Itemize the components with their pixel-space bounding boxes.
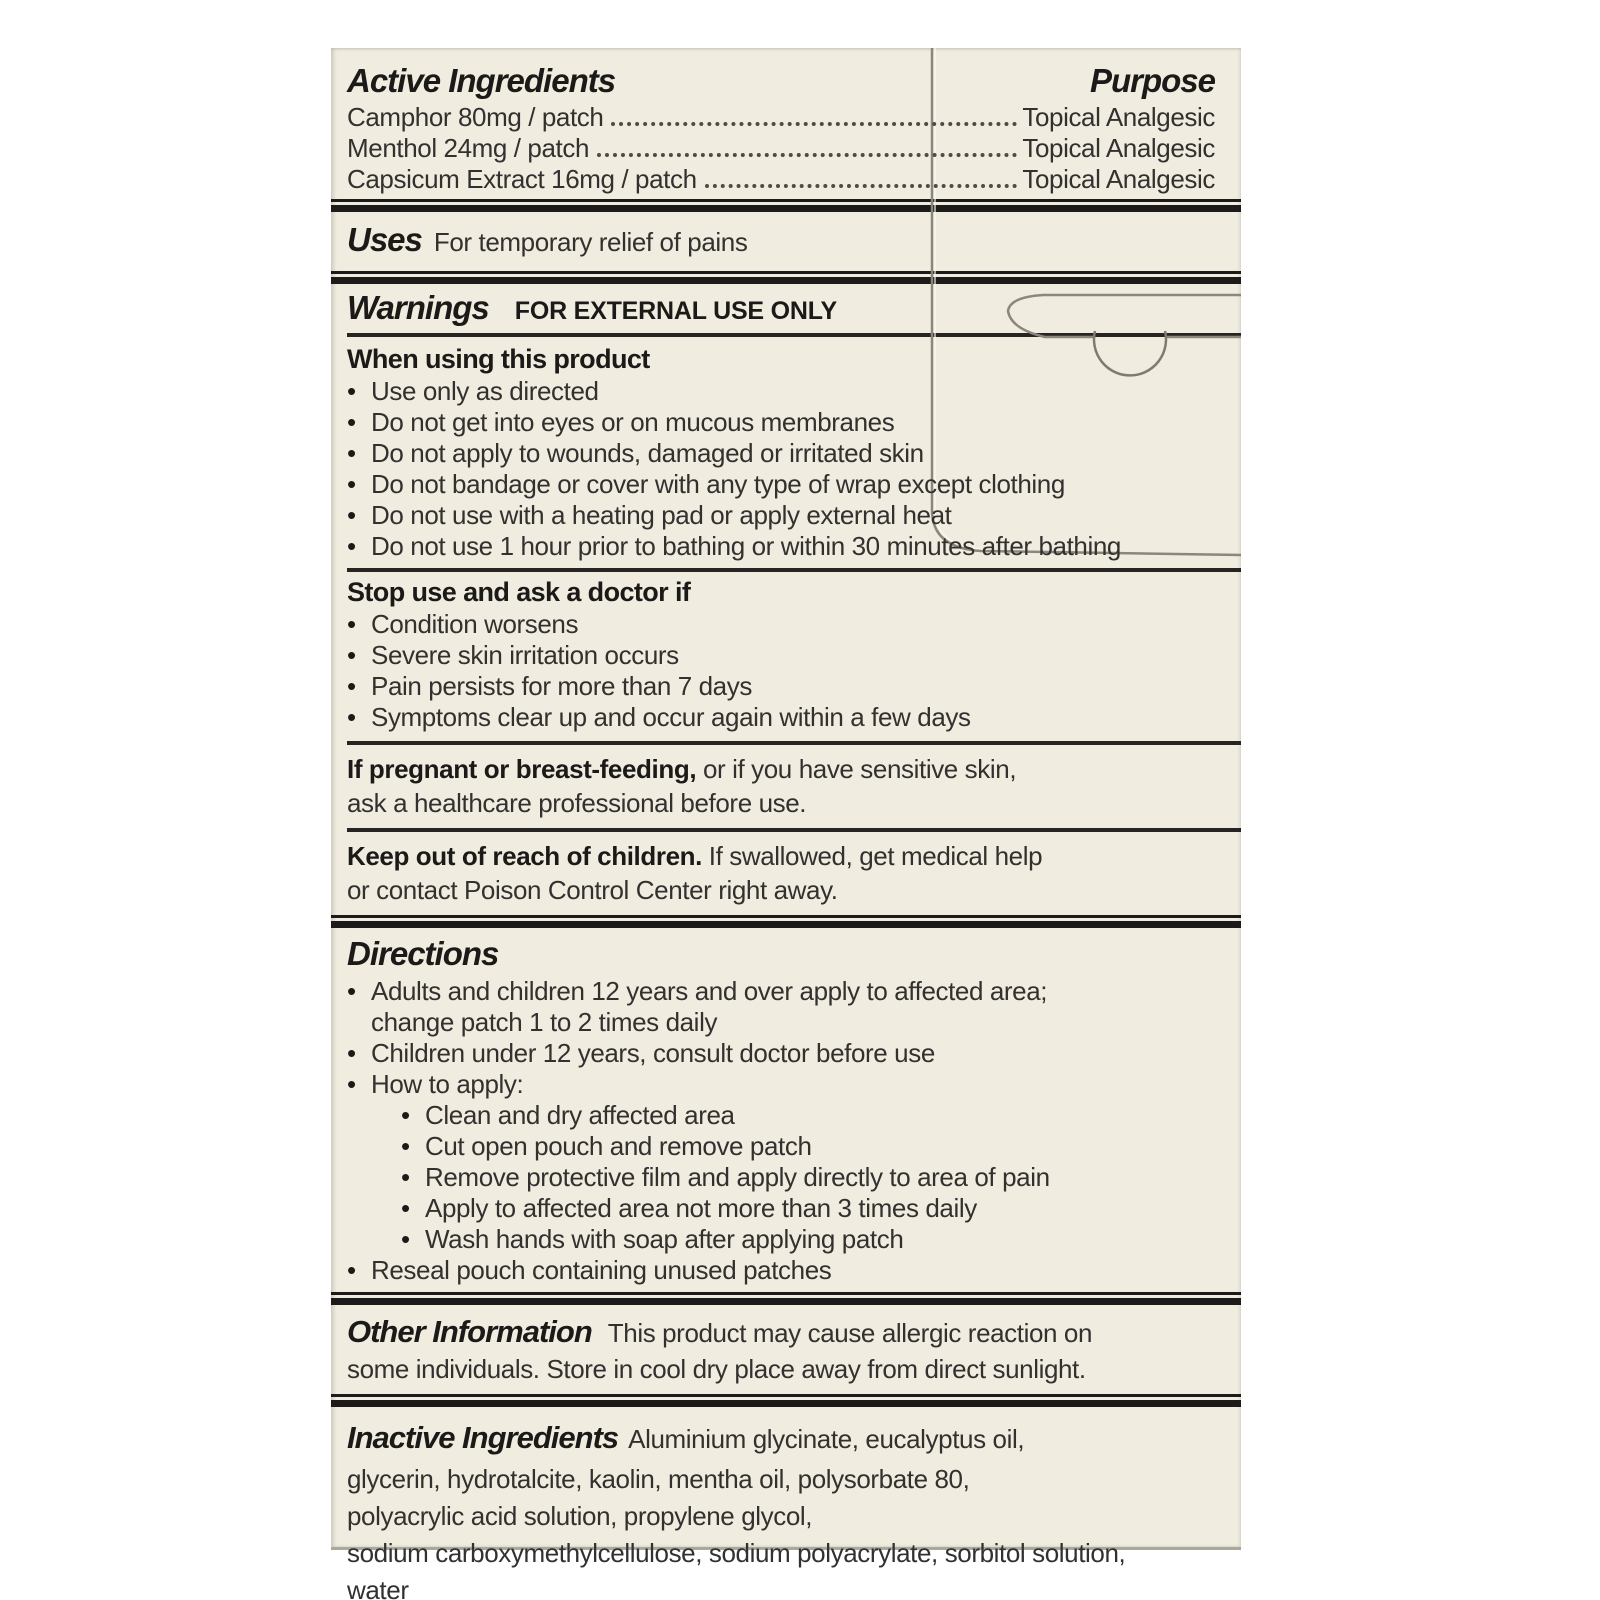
ingredient-purpose: Topical Analgesic <box>1022 164 1215 194</box>
warning-bullet: • Do not use 1 hour prior to bathing or within 30 minutes after bathing <box>347 531 1215 562</box>
section-divider-bar <box>331 1292 1241 1305</box>
dotted-leader <box>597 153 1017 157</box>
inactive-ingredients-line: water <box>347 1575 409 1600</box>
ingredient-name: Menthol 24mg / patch <box>347 133 590 163</box>
thin-divider <box>347 333 1241 337</box>
bullet-marker <box>347 469 371 500</box>
warning-bullet: • Do not get into eyes or on mucous membranes <box>347 407 1215 438</box>
bullet-marker <box>347 1255 371 1286</box>
inactive-ingredients-heading: Inactive Ingredients <box>347 1420 619 1455</box>
active-ingredients-header <box>347 60 1215 102</box>
bullet-marker <box>401 1224 425 1255</box>
bullet-marker <box>347 407 371 438</box>
bullet-marker <box>401 1131 425 1162</box>
direction-sub-bullet: • Wash hands with soap after applying patch <box>347 1224 1215 1255</box>
when-using-heading: When using this product <box>347 344 650 374</box>
bullet-marker <box>347 702 371 733</box>
keep-out-line-1: Keep out of reach of children. If swallowed, get medical help <box>347 841 1043 871</box>
direction-bullet: • Adults and children 12 years and over apply to affected area; change patch 1 to 2 times daily <box>347 976 1215 1038</box>
inactive-ingredients-line: polyacrylic acid solution, propylene glycol, <box>347 1501 813 1531</box>
inactive-ingredients-line: sodium carboxymethylcellulose, sodium polyacrylate, sorbitol solution, <box>347 1538 1126 1568</box>
stop-use-heading: Stop use and ask a doctor if <box>347 577 691 607</box>
pregnant-line-2: ask a healthcare professional before use. <box>347 788 807 818</box>
ingredient-row <box>347 133 1215 164</box>
bullet-marker <box>347 640 371 671</box>
ingredient-row <box>347 164 1215 195</box>
ingredient-purpose: Topical Analgesic <box>1022 102 1215 132</box>
inactive-ingredients-line-1: Inactive Ingredients Aluminium glycinate, eucalyptus oil, <box>347 1420 1025 1455</box>
direction-sub-bullet: • Clean and dry affected area <box>347 1100 1215 1131</box>
drug-facts-panel <box>331 48 1241 1600</box>
active-ingredients-section <box>331 48 1241 195</box>
warning-bullet: • Symptoms clear up and occur again within a few days <box>347 702 1215 733</box>
bullet-marker <box>347 1038 371 1069</box>
bullet-marker <box>347 531 371 562</box>
section-divider-bar <box>331 271 1241 284</box>
ingredient-purpose: Topical Analgesic <box>1022 133 1215 163</box>
direction-sub-bullet: • Remove protective film and apply directly to area of pain <box>347 1162 1215 1193</box>
bullet-marker <box>401 1162 425 1193</box>
dotted-leader <box>705 184 1018 188</box>
bullet-marker <box>401 1193 425 1224</box>
keep-out-warning <box>331 839 1241 907</box>
warning-bullet: • Do not bandage or cover with any type of wrap except clothing <box>347 469 1215 500</box>
when-using-block <box>331 343 1241 562</box>
warning-bullet: • Use only as directed <box>347 376 1215 407</box>
bullet-marker <box>347 438 371 469</box>
other-information-line-1: Other Information This product may cause allergic reaction on <box>347 1314 1093 1349</box>
direction-bullet: • How to apply: <box>347 1069 1215 1100</box>
warnings-header <box>347 286 1215 333</box>
directions-heading: Directions <box>347 935 499 972</box>
inactive-ingredients-section <box>331 1416 1241 1600</box>
uses-section <box>331 212 1241 271</box>
bullet-marker <box>347 376 371 407</box>
warning-bullet: • Condition worsens <box>347 609 1215 640</box>
warnings-heading: Warnings <box>347 289 489 326</box>
warning-bullet: • Pain persists for more than 7 days <box>347 671 1215 702</box>
purpose-heading: Purpose <box>1089 62 1215 99</box>
direction-sub-bullet: • Apply to affected area not more than 3 times daily <box>347 1193 1215 1224</box>
warning-bullet: • Do not apply to wounds, damaged or irritated skin <box>347 438 1215 469</box>
ingredient-name: Camphor 80mg / patch <box>347 102 604 132</box>
other-information-line-2: some individuals. Store in cool dry place away from direct sunlight. <box>347 1354 1086 1384</box>
thin-divider <box>347 828 1241 832</box>
ingredient-row <box>347 102 1215 133</box>
bullet-marker <box>401 1100 425 1131</box>
bullet-marker <box>347 976 371 1038</box>
section-divider-bar <box>331 915 1241 928</box>
uses-text: For temporary relief of pains <box>433 227 748 257</box>
section-divider-bar <box>331 199 1241 212</box>
keep-out-line-2: or contact Poison Control Center right away. <box>347 875 838 905</box>
bullet-marker <box>347 671 371 702</box>
direction-sub-bullet: • Cut open pouch and remove patch <box>347 1131 1215 1162</box>
external-use-subheading: FOR EXTERNAL USE ONLY <box>514 297 837 325</box>
thin-divider <box>347 741 1241 745</box>
warning-bullet: • Do not use with a heating pad or apply external heat <box>347 500 1215 531</box>
bullet-marker <box>347 500 371 531</box>
bullet-marker <box>347 1069 371 1100</box>
direction-bullet: • Children under 12 years, consult doctor before use <box>347 1038 1215 1069</box>
pregnant-line-1: If pregnant or breast-feeding, or if you have sensitive skin, <box>347 754 1017 784</box>
ingredient-name: Capsicum Extract 16mg / patch <box>347 164 697 194</box>
other-information-heading: Other Information <box>347 1314 592 1349</box>
active-ingredients-heading: Active Ingredients <box>347 62 616 99</box>
direction-bullet: • Reseal pouch containing unused patches <box>347 1255 1215 1286</box>
stop-use-block <box>331 576 1241 733</box>
uses-heading: Uses <box>347 221 422 258</box>
pregnant-warning <box>331 752 1241 820</box>
inactive-ingredients-line: glycerin, hydrotalcite, kaolin, mentha oil, polysorbate 80, <box>347 1464 970 1494</box>
directions-section <box>331 932 1241 1286</box>
warnings-section <box>331 286 1241 333</box>
other-information-section <box>331 1312 1241 1386</box>
warning-bullet: • Severe skin irritation occurs <box>347 640 1215 671</box>
bullet-marker <box>347 609 371 640</box>
dotted-leader <box>611 122 1017 126</box>
thin-divider <box>347 568 1241 572</box>
section-divider-bar <box>331 1394 1241 1407</box>
